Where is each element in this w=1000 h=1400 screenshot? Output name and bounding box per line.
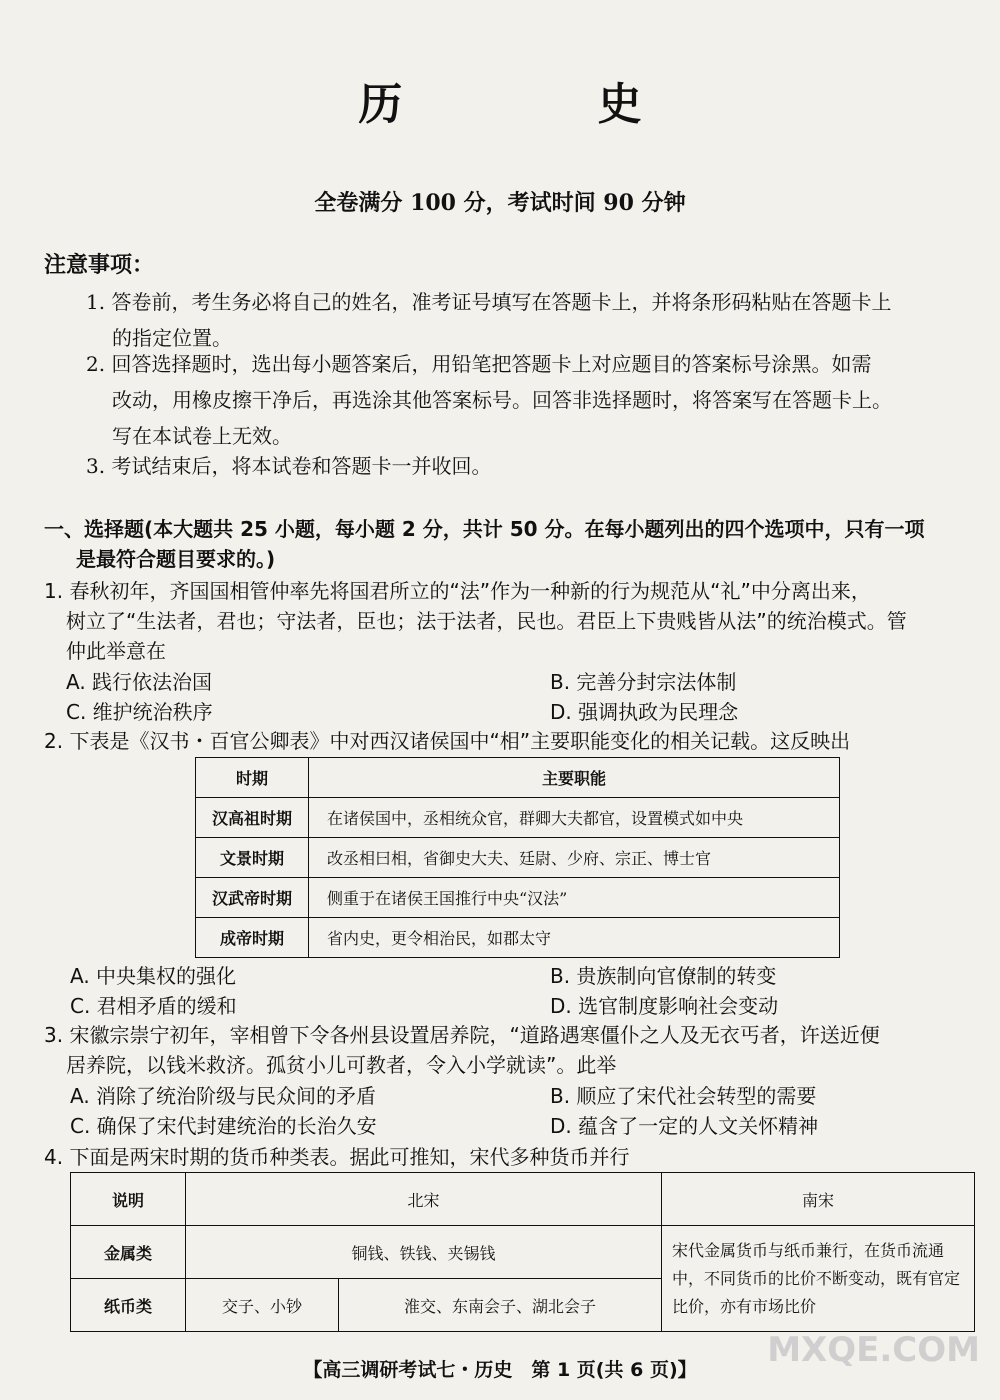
table-cell: 省内史，更令相治民，如郡太守 bbox=[309, 918, 840, 958]
q1-option-c: C. 维护统治秩序 bbox=[66, 700, 213, 724]
table-cell: 纸币类 bbox=[71, 1279, 186, 1332]
q4-table bbox=[70, 1172, 975, 1332]
q1-option-a: A. 践行依法治国 bbox=[66, 670, 213, 694]
question-2-stem: 2. 下表是《汉书・百官公卿表》中对西汉诸侯国中“相”主要职能变化的相关记载。这反映出 bbox=[44, 729, 851, 753]
q2-option-a: A. 中央集权的强化 bbox=[70, 964, 237, 988]
q2-option-d: D. 选官制度影响社会变动 bbox=[550, 994, 779, 1018]
page-title: 历 史 bbox=[358, 79, 732, 130]
table-header-row bbox=[196, 758, 840, 798]
table-cell: 成帝时期 bbox=[196, 918, 309, 958]
q1-option-d: D. 强调执政为民理念 bbox=[550, 700, 739, 724]
table-header: 说明 bbox=[71, 1173, 186, 1226]
question-4-stem: 4. 下面是两宋时期的货币种类表。据此可推知，宋代多种货币并行 bbox=[44, 1145, 630, 1169]
table-header: 主要职能 bbox=[309, 758, 840, 798]
question-1-stem: 1. 春秋初年，齐国国相管仲率先将国君所立的“法”作为一种新的行为规范从“礼”中分离出来， 树立了“生法者，君也；守法者，臣也；法于法者，民也。君臣上下贵贱皆从法”的统治模式。管 仲此举意在 bbox=[44, 579, 907, 663]
table-cell: 淮交、东南会子、湖北会子 bbox=[339, 1279, 662, 1332]
q3-option-d: D. 蕴含了一定的人文关怀精神 bbox=[550, 1114, 819, 1138]
q2-option-c: C. 君相矛盾的缓和 bbox=[70, 994, 237, 1018]
table-row bbox=[196, 878, 840, 918]
table-cell: 侧重于在诸侯王国推行中央“汉法” bbox=[309, 878, 840, 918]
notice-heading: 注意事项： bbox=[44, 253, 155, 278]
exam-info: 全卷满分 100 分，考试时间 90 分钟 bbox=[314, 190, 686, 216]
q3-option-a: A. 消除了统治阶级与民众间的矛盾 bbox=[70, 1084, 377, 1108]
section-heading: 一、选择题(本大题共 25 小题，每小题 2 分，共计 50 分。在每小题列出的四个选项中，只有一项 是最符合题目要求的。) bbox=[44, 517, 925, 571]
notice-item-1: 1. 答卷前，考生务必将自己的姓名，准考证号填写在答题卡上，并将条形码粘贴在答题卡上 的指定位置。 bbox=[86, 290, 892, 350]
page-footer: 【高三调研考试七・历史 第 1 页(共 6 页)】 bbox=[303, 1359, 697, 1381]
table-row bbox=[71, 1226, 975, 1279]
q3-option-c: C. 确保了宋代封建统治的长治久安 bbox=[70, 1114, 377, 1138]
table-cell: 在诸侯国中，丞相统众官，群卿大夫都官，设置模式如中央 bbox=[309, 798, 840, 838]
table-header: 时期 bbox=[196, 758, 309, 798]
q3-option-b: B. 顺应了宋代社会转型的需要 bbox=[550, 1084, 817, 1108]
table-cell: 铜钱、铁钱、夹锡钱 bbox=[186, 1226, 662, 1279]
notice-item-3: 3. 考试结束后，将本试卷和答题卡一并收回。 bbox=[86, 454, 492, 478]
table-cell: 汉高祖时期 bbox=[196, 798, 309, 838]
table-row bbox=[196, 798, 840, 838]
question-3-stem: 3. 宋徽宗崇宁初年，宰相曾下令各州县设置居养院，“道路遇寒僵仆之人及无衣丐者，许送近便 居养院，以钱米救济。孤贫小儿可教者，令入小学就读”。此举 bbox=[44, 1023, 880, 1077]
table-cell: 文景时期 bbox=[196, 838, 309, 878]
table-header: 北宋 bbox=[186, 1173, 662, 1226]
table-cell: 金属类 bbox=[71, 1226, 186, 1279]
table-cell: 汉武帝时期 bbox=[196, 878, 309, 918]
table-cell: 改丞相曰相，省御史大夫、廷尉、少府、宗正、博士官 bbox=[309, 838, 840, 878]
watermark: MXQE.COM bbox=[767, 1330, 980, 1370]
table-cell: 宋代金属货币与纸币兼行，在货币流通中，不同货币的比价不断变动，既有官定比价，亦有市场比价 bbox=[662, 1226, 975, 1332]
table-header: 南宋 bbox=[662, 1173, 975, 1226]
table-row bbox=[196, 918, 840, 958]
q1-option-b: B. 完善分封宗法体制 bbox=[550, 670, 737, 694]
notice-item-2: 2. 回答选择题时，选出每小题答案后，用铅笔把答题卡上对应题目的答案标号涂黑。如需 改动，用橡皮擦干净后，再选涂其他答案标号。回答非选择题时，将答案写在答题卡上。 写在本试卷上无效。 bbox=[86, 352, 892, 448]
table-cell: 交子、小钞 bbox=[186, 1279, 339, 1332]
q2-option-b: B. 贵族制向官僚制的转变 bbox=[550, 964, 777, 988]
table-row bbox=[196, 838, 840, 878]
table-header-row bbox=[71, 1173, 975, 1226]
q2-table bbox=[195, 757, 840, 958]
